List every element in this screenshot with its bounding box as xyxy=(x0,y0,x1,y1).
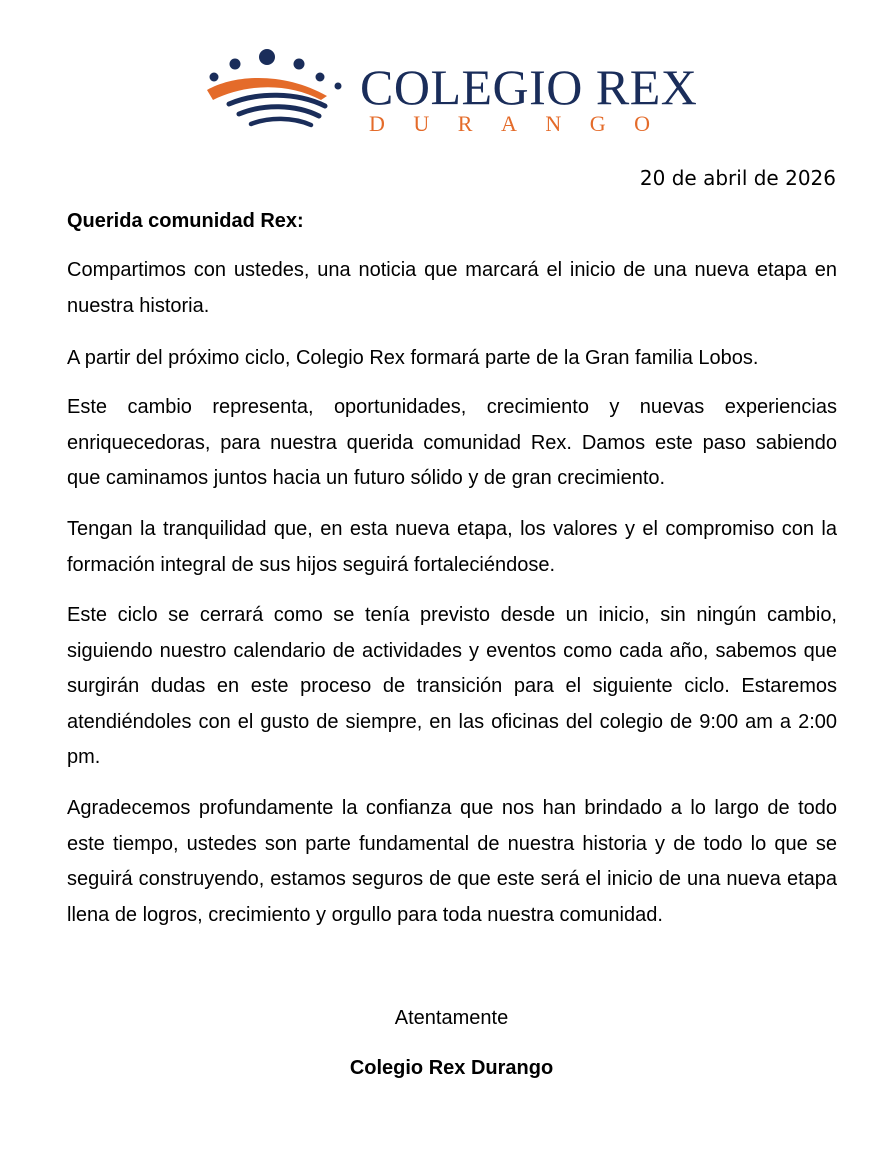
paragraph: Agradecemos profundamente la confianza que nos han brindado a lo largo de todo este tiempo, ustedes son parte fundamental de nuestra historia y de todo lo que se seguirá construyendo, estamos seguros de que este será el inicio de una nueva etapa llena de logros, crecimiento y orgullo para toda nuestra comunidad. xyxy=(67,797,837,926)
crest-dot xyxy=(259,49,275,65)
salutation: Querida comunidad Rex: xyxy=(67,210,304,232)
paragraph: A partir del próximo ciclo, Colegio Rex formará parte de la Gran familia Lobos. xyxy=(67,347,759,369)
crest-dot xyxy=(210,73,219,82)
paragraph: Este ciclo se cerrará como se tenía previsto desde un inicio, sin ningún cambio, siguiendo nuestro calendario de actividades y eventos como cada año, sabemos que surgirán dudas en este proceso de transición para el siguiente ciclo. Estaremos atendiéndoles con el gusto de siempre, en las oficinas del colegio de 9:00 am a 2:00 pm. xyxy=(67,604,837,768)
paragraph: Compartimos con ustedes, una noticia que marcará el inicio de una nueva etapa en nuestra historia. xyxy=(67,259,837,317)
valediction: Atentamente xyxy=(394,1007,509,1029)
crest-arc xyxy=(239,107,319,116)
letter-date: 20 de abril de 2026 xyxy=(639,166,836,190)
crest-dot xyxy=(316,73,325,82)
crest-dot xyxy=(230,59,241,70)
logo-school-name: COLEGIO REX xyxy=(360,59,698,115)
logo-school-city: DURANGO xyxy=(369,111,679,136)
paragraph: Este cambio representa, oportunidades, crecimiento y nuevas experiencias enriquecedoras, para nuestra querida comunidad Rex. Damos este paso sabiendo que caminamos juntos hacia un futuro sólido y de gran crecimiento. xyxy=(67,396,837,489)
letterhead xyxy=(205,40,698,136)
crest-arc xyxy=(251,119,311,125)
crest-dot xyxy=(294,59,305,70)
paragraph: Tengan la tranquilidad que, en esta nueva etapa, los valores y el compromiso con la formación integral de sus hijos seguirá fortaleciéndose. xyxy=(67,518,837,576)
crest-dot xyxy=(335,83,342,90)
signature: Colegio Rex Durango xyxy=(349,1057,554,1079)
school-crest-icon xyxy=(205,44,345,129)
